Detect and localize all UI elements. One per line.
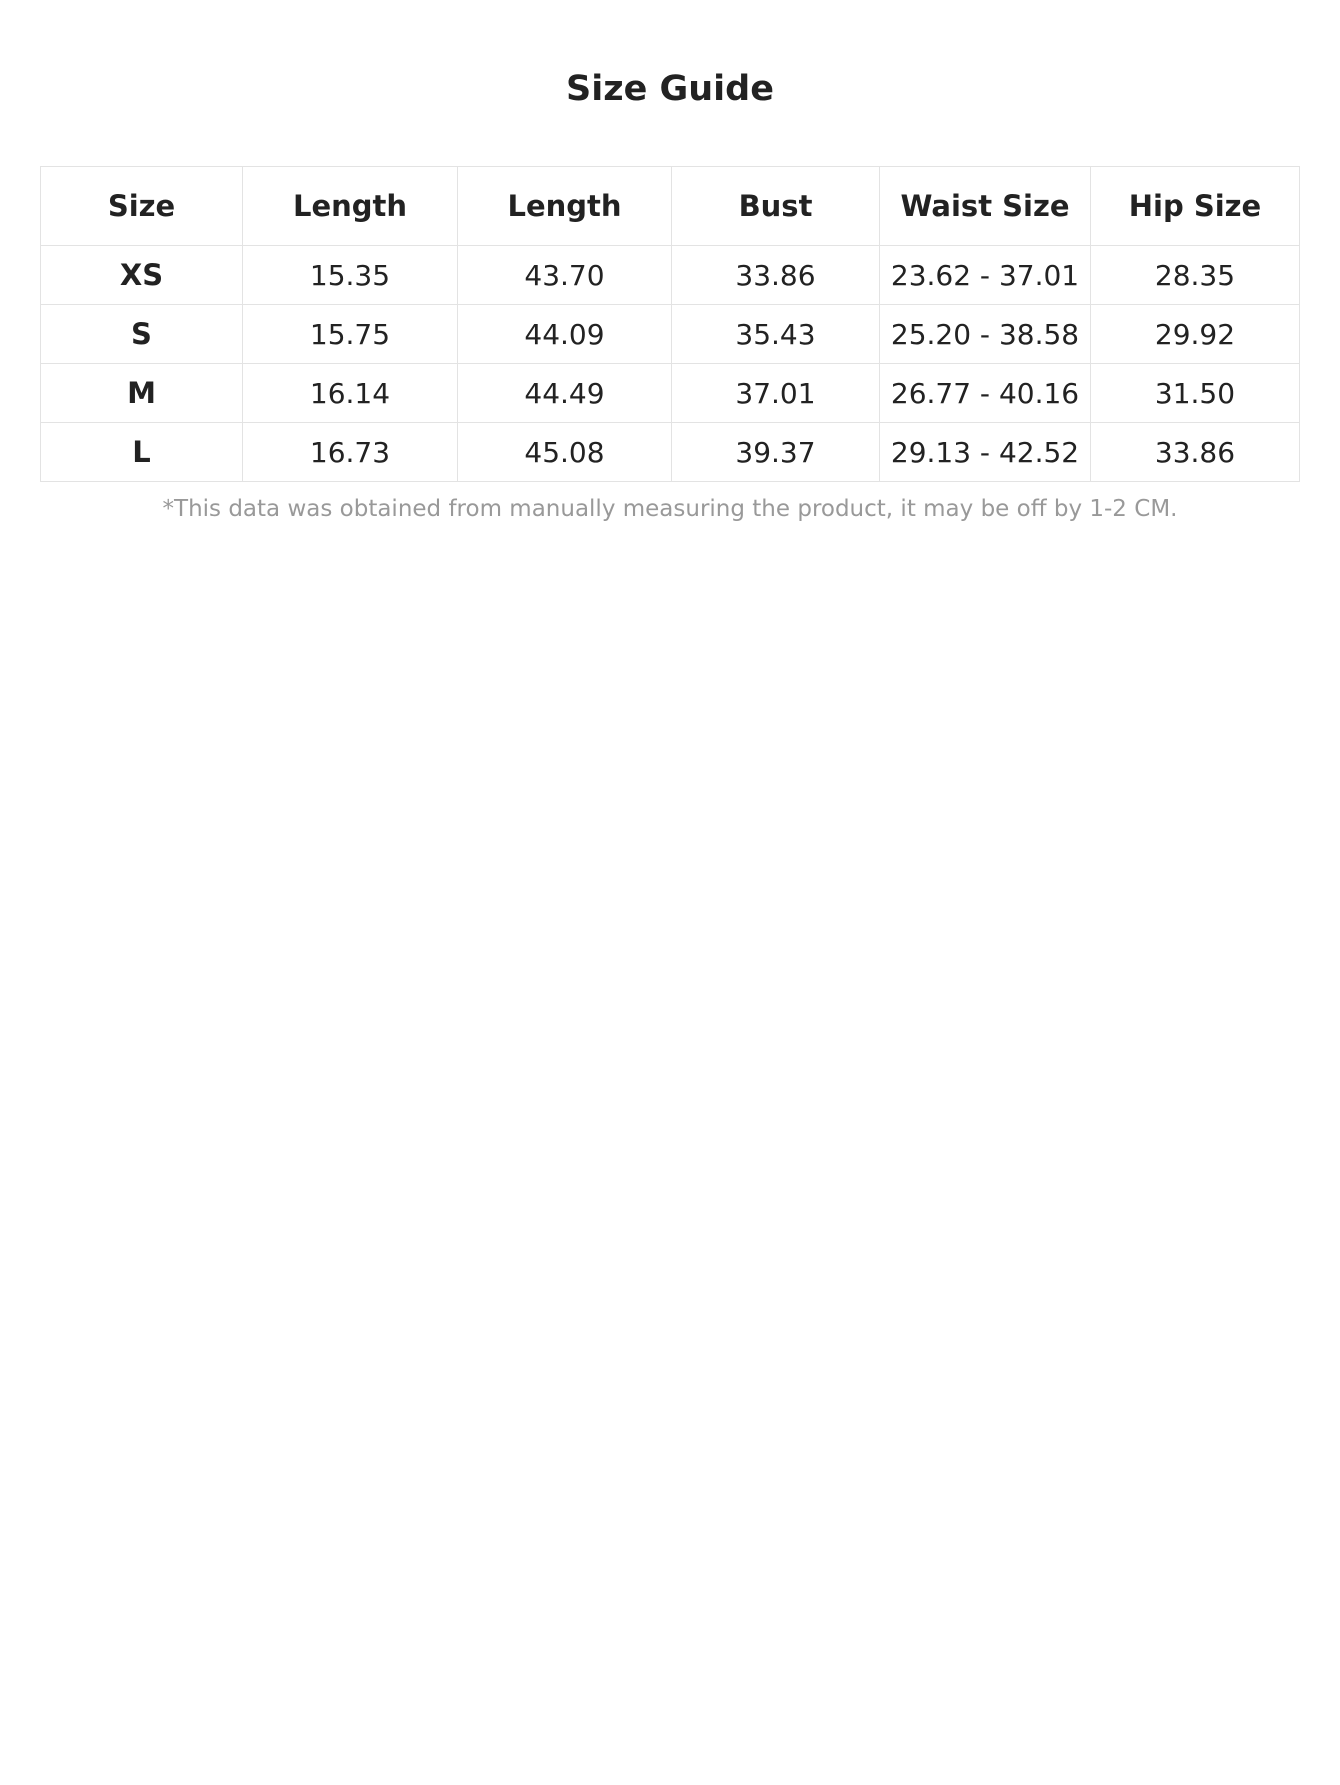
bust-cell: 37.01: [672, 364, 880, 423]
header-length-2: Length: [458, 167, 672, 246]
header-hip-size: Hip Size: [1091, 167, 1300, 246]
size-cell: M: [41, 364, 243, 423]
length-cell: 45.08: [458, 423, 672, 482]
hip-cell: 31.50: [1091, 364, 1300, 423]
header-waist-size: Waist Size: [880, 167, 1091, 246]
header-length: Length: [243, 167, 458, 246]
waist-cell: 23.62 - 37.01: [880, 246, 1091, 305]
length-cell: 16.73: [243, 423, 458, 482]
bust-cell: 33.86: [672, 246, 880, 305]
length-cell: 44.09: [458, 305, 672, 364]
length-cell: 43.70: [458, 246, 672, 305]
hip-cell: 28.35: [1091, 246, 1300, 305]
table-row: [41, 423, 1300, 482]
table-row: [41, 246, 1300, 305]
hip-cell: 33.86: [1091, 423, 1300, 482]
waist-cell: 29.13 - 42.52: [880, 423, 1091, 482]
length-cell: 15.75: [243, 305, 458, 364]
bust-cell: 35.43: [672, 305, 880, 364]
measurement-disclaimer: *This data was obtained from manually measuring the product, it may be off by 1-2 CM.: [162, 496, 1178, 522]
header-size: Size: [41, 167, 243, 246]
waist-cell: 26.77 - 40.16: [880, 364, 1091, 423]
length-cell: 15.35: [243, 246, 458, 305]
table-row: [41, 305, 1300, 364]
bust-cell: 39.37: [672, 423, 880, 482]
length-cell: 44.49: [458, 364, 672, 423]
page-title: Size Guide: [566, 69, 774, 109]
size-cell: L: [41, 423, 243, 482]
length-cell: 16.14: [243, 364, 458, 423]
table-row: [41, 364, 1300, 423]
size-cell: XS: [41, 246, 243, 305]
waist-cell: 25.20 - 38.58: [880, 305, 1091, 364]
size-cell: S: [41, 305, 243, 364]
hip-cell: 29.92: [1091, 305, 1300, 364]
header-bust: Bust: [672, 167, 880, 246]
size-guide-table: [40, 166, 1300, 482]
table-header-row: [41, 167, 1300, 246]
